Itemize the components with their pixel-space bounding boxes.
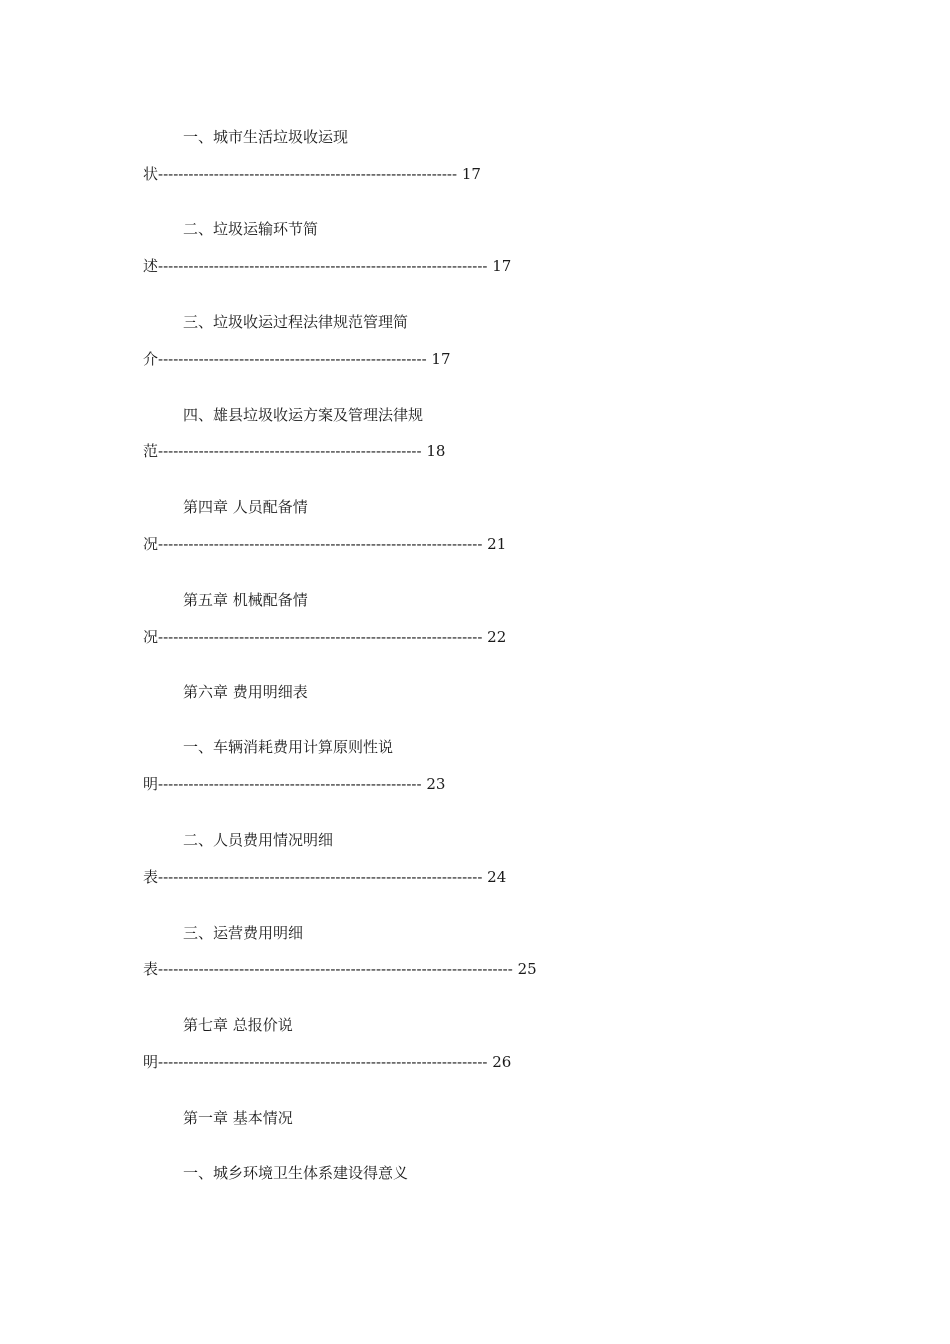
toc-leader: ----------------------------------------------------------------: [158, 535, 483, 553]
toc-leader: -----------------------------------------------------: [158, 350, 427, 368]
toc-tail: 况: [143, 535, 159, 553]
toc-page-number: 23: [426, 775, 446, 793]
toc-entry[interactable]: [143, 256, 511, 276]
toc-heading: 三、垃圾收运过程法律规范管理简: [183, 313, 409, 331]
toc-leader: ----------------------------------------------------------------: [158, 868, 483, 886]
toc-page-number: 25: [517, 960, 537, 978]
toc-heading: 二、人员费用情况明细: [183, 831, 334, 849]
toc-heading: 三、运营费用明细: [183, 924, 304, 942]
toc-page-number: 21: [487, 535, 507, 553]
toc-page-number: 17: [431, 350, 451, 368]
toc-page-number: 18: [426, 442, 446, 460]
toc-heading: 第四章 人员配备情: [183, 498, 308, 516]
toc-entry[interactable]: [143, 774, 445, 794]
toc-leader: -----------------------------------------------------------------: [158, 257, 488, 275]
toc-heading: 第七章 总报价说: [183, 1016, 293, 1034]
toc-entry[interactable]: [143, 867, 506, 887]
toc-leader: ----------------------------------------------------: [158, 442, 422, 460]
section-heading: 一、城乡环境卫生体系建设得意义: [183, 1164, 409, 1182]
toc-entry[interactable]: [143, 441, 445, 461]
toc-heading: 四、雄县垃圾收运方案及管理法律规: [183, 406, 424, 424]
toc-tail: 介: [143, 350, 159, 368]
toc-tail: 表: [143, 960, 159, 978]
toc-entry[interactable]: [143, 627, 506, 647]
toc-leader: ----------------------------------------------------------------: [158, 628, 483, 646]
toc-entry[interactable]: [143, 164, 481, 184]
toc-tail: 明: [143, 775, 159, 793]
toc-entry[interactable]: [143, 349, 451, 369]
toc-tail: 状: [143, 165, 159, 183]
toc-page-number: 26: [492, 1053, 512, 1071]
toc-page-number: 24: [487, 868, 507, 886]
toc-entry[interactable]: [143, 959, 537, 979]
toc-tail: 述: [143, 257, 159, 275]
toc-page-number: 17: [492, 257, 512, 275]
toc-page-number: 22: [487, 628, 507, 646]
toc-tail: 明: [143, 1053, 159, 1071]
toc-tail: 况: [143, 628, 159, 646]
toc-leader: -----------------------------------------------------------------: [158, 1053, 488, 1071]
toc-heading: 二、垃圾运输环节简: [183, 220, 319, 238]
chapter-heading: 第一章 基本情况: [183, 1109, 293, 1127]
toc-tail: 范: [143, 442, 159, 460]
toc-leader: ----------------------------------------------------------------------: [158, 960, 513, 978]
toc-tail: 表: [143, 868, 159, 886]
toc-chapter-heading[interactable]: 第六章 费用明细表: [183, 683, 308, 701]
toc-entry[interactable]: [143, 534, 506, 554]
toc-heading: 一、城市生活垃圾收运现: [183, 128, 349, 146]
toc-entry[interactable]: [143, 1052, 511, 1072]
toc-leader: ----------------------------------------------------: [158, 775, 422, 793]
toc-heading: 一、车辆消耗费用计算原则性说: [183, 738, 394, 756]
toc-leader: -----------------------------------------------------------: [158, 165, 458, 183]
toc-heading: 第五章 机械配备情: [183, 591, 308, 609]
toc-page-number: 17: [461, 165, 481, 183]
